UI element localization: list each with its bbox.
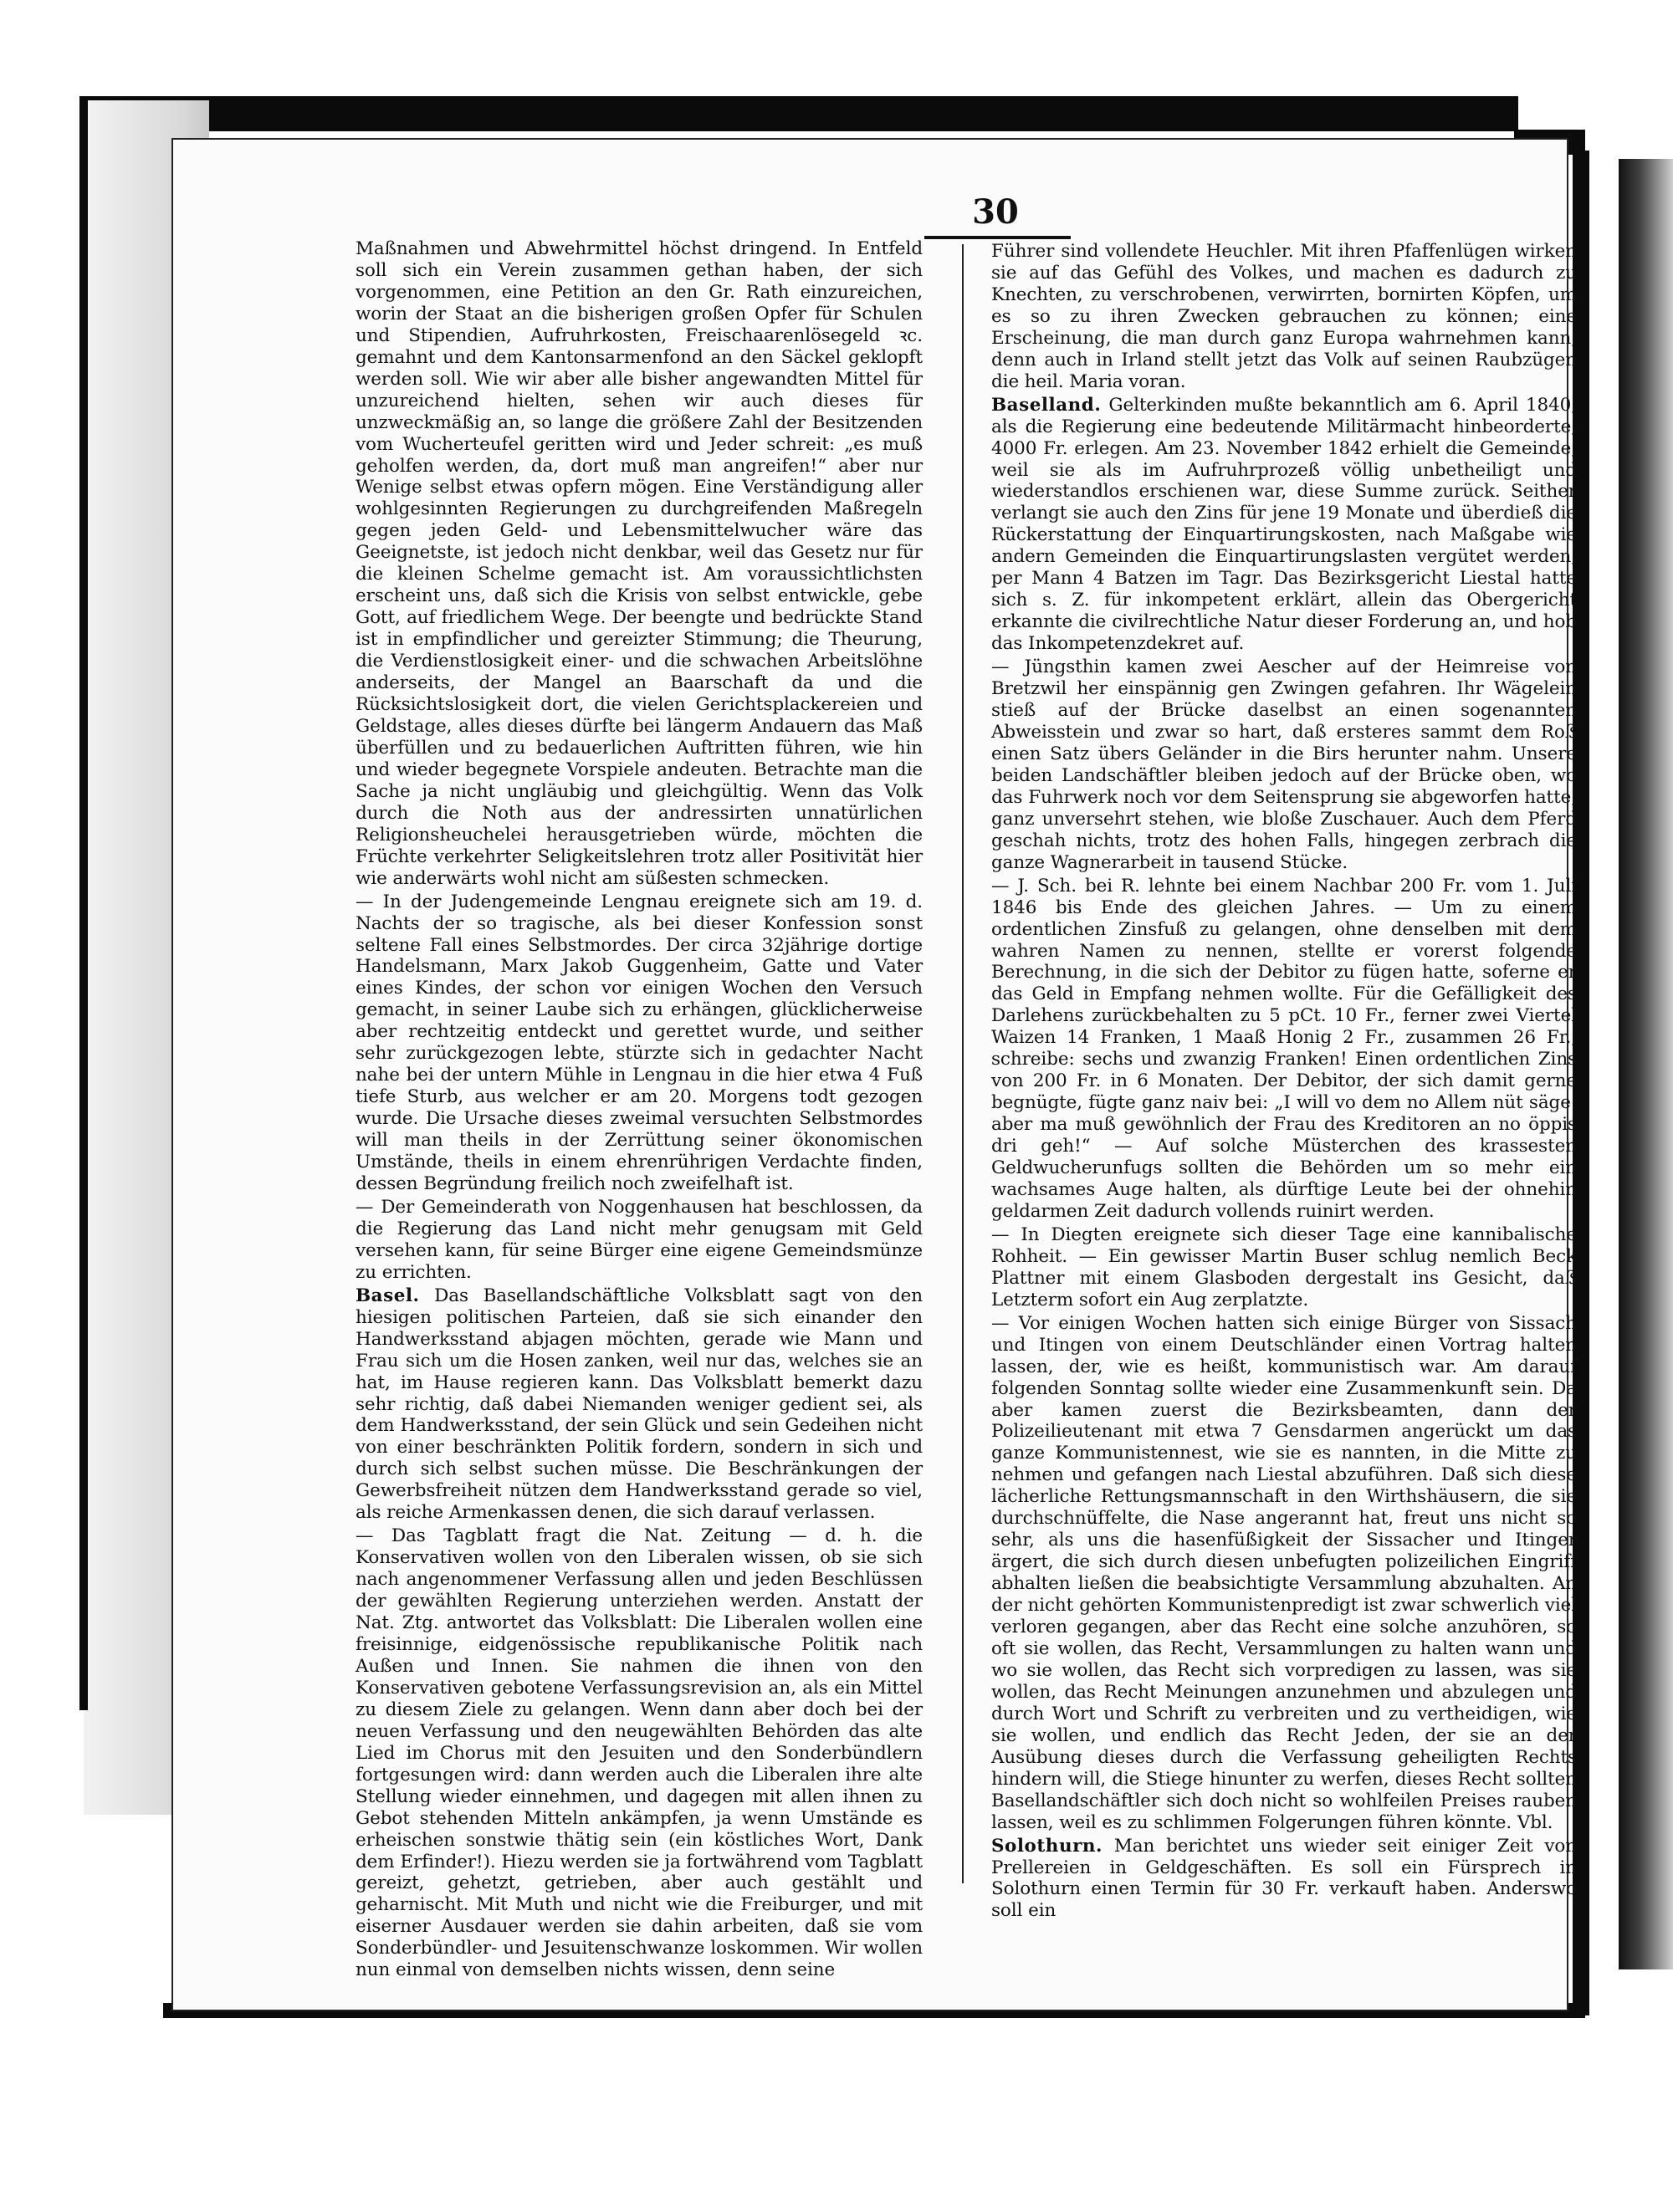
paragraph-text: — Der Gemeinderath von Noggenhausen hat beschlossen, da die Regierung das Land nicht mehr genugsam mit Geld versehen kann, für seine Bürger eine eigene Gemeindsmünze zu errichten.: [356, 1196, 923, 1283]
scan-edge-top: [79, 96, 1518, 131]
paragraph-text: — In Diegten ereignete sich dieser Tage eine kannibalische Rohheit. — Ein gewisser Martin Buser schlug nemlich Beck Plattner mit einem Glasboden dergestalt ins Gesicht, daß Letzterm sofort ein Aug zerplatzte.: [991, 1223, 1577, 1310]
right-column: [991, 241, 1577, 1922]
scan-edge-left: [79, 96, 88, 1710]
paragraph-text: Man berichtet uns wieder seit einiger Zeit von Prellereien in Geldgeschäften. Es soll ein Fürsprech in Solothurn einen Termin für 30 Fr. verkauft haben. Anderswo soll ein: [991, 1835, 1577, 1922]
article-paragraph: [991, 241, 1577, 393]
paragraph-text: Maßnahmen und Abwehrmittel höchst dringend. In Entfeld soll sich ein Verein zusammen gethan haben, der sich vorgenommen, eine Petition an den Gr. Rath einzureichen, worin der Staat an die bisherigen großen Opfer für Schulen und Stipendien, Aufruhrkosten, Freischaarenlösegeld ꝛc. gemahnt und dem Kantonsarmenfond an den Säckel geklopft werden soll. Wie wir aber alle bisher angewandten Mittel für unzureichend hielten, sehen wir auch dieses für unzweckmäßig an, so lange die größere Zahl der Besitzenden vom Wucherteufel geritten wird und Jeder schreit: „es muß geholfen werden, da, dort muß man angreifen!“ aber nur Wenige selbst etwas opfern mögen. Eine Verständigung aller wohlgesinnten Regierungen zu durchgreifenden Maßregeln gegen jeden Geld- und Lebensmittelwucher wäre das Geeignetste, ist jedoch nicht denkbar, weil das Gesetz nur für die kleinen Schelme gemacht ist. Am voraussichtlichsten erscheint uns, daß sich die Krisis von selbst entwickle, gebe Gott, auf friedlichem Wege. Der beengte und bedrückte Stand ist in empfindlicher und gereizter Stimmung; die Theurung, die Verdienstlosigkeit einer- und die schwachen Arbeitslöhne anderseits, der Mangel an Baarschaft da und die Rücksichtslosigkeit dort, die vielen Gerichtsplackereien und Geldstage, alles dieses dürfte bei längerm Andauern das Maß überfüllen und zu bedauerlichen Auftritten führen, wie hin und wieder begegnete Vorspiele andeuten. Betrachte man die Sache ja nicht ungläubig und gleichgültig. Wenn das Volk durch die Noth aus der andressirten unnatürlichen Religionsheuchelei herausgetrieben würde, möchten die Früchte verkehrter Seligkeitslehren trotz aller Positivität hier wie anderwärts wohl nicht am süßesten schmecken.: [356, 238, 923, 889]
article-paragraph: [991, 1313, 1577, 1834]
article-paragraph: [356, 1285, 923, 1524]
section-heading: Basel.: [356, 1285, 420, 1306]
article-paragraph: [991, 395, 1577, 655]
article-paragraph: [356, 1525, 923, 1981]
paragraph-text: Das Basellandschäftliche Volksblatt sagt von den hiesigen politischen Parteien, daß sie sich einander den Handwerksstand abjagen möchten, gerade wie Mann und Frau sich um die Hosen zanken, weil nur das, welches sie an hat, im Hause regieren kann. Das Volksblatt bemerkt dazu sehr richtig, daß dabei Niemanden weniger gedient sei, als dem Handwerksstand, der sein Glück und sein Gedeihen nicht von einer beschränkten Politik fordern, sondern in sich und durch sich selbst suchen müsse. Die Beschränkungen der Gewerbsfreiheit nützen dem Handwerksstand gerade so viel, als reiche Armenkassen denen, die sich darauf verlassen.: [356, 1285, 923, 1524]
scan-spine-shadow: [1619, 159, 1673, 1969]
page-number-rule: [924, 236, 1071, 239]
paragraph-text: — In der Judengemeinde Lengnau ereignete sich am 19. d. Nachts der so tragische, als bei dieser Konfession sonst seltene Fall eines Selbstmordes. Der circa 32jährige dortige Handelsmann, Marx Jakob Guggenheim, Gatte und Vater eines Kindes, der schon vor einigen Wochen den Versuch gemacht, in seiner Laube sich zu erhängen, glücklicherweise aber rechtzeitig entdeckt und gerettet wurde, und seither sehr zurückgezogen lebte, stürzte sich in gedachter Nacht nahe bei der untern Mühle in Lengnau in die hier etwa 4 Fuß tiefe Sturb, aus welcher er am 20. Morgens todt gezogen wurde. Die Ursache dieses zweimal versuchten Selbstmordes will man theils in der Zerrüttung seiner ökonomischen Umstände, theils in einem ehrenrührigen Verdachte finden, dessen Begründung freilich noch zweifelhaft ist.: [356, 891, 923, 1194]
paragraph-text: — J. Sch. bei R. lehnte bei einem Nachbar 200 Fr. vom 1. Juli 1846 bis Ende des gleichen Jahres. — Um zu einem ordentlichen Zinsfuß zu gelangen, ohne denselben mit dem wahren Namen zu nennen, stellte er vorerst folgende Berechnung, in die sich der Debitor zu fügen hatte, soferne er das Geld in Empfang nehmen wollte. Für die Gefälligkeit des Darlehens zurückbehalten zu 5 pCt. 10 Fr., ferner zwei Viertel Waizen 14 Franken, 1 Maaß Honig 2 Fr., zusammen 26 Fr., schreibe: sechs und zwanzig Franken! Einen ordentlichen Zins von 200 Fr. in 6 Monaten. Der Debitor, der sich damit gerne begnügte, fügte ganz naiv bei: „I will vo dem no Allem nüt säge: aber ma muß gewöhnlich der Frau des Kreditoren an no öppis dri geh!“ — Auf solche Müsterchen des krassesten Geldwucherunfugs sollten die Behörden um so mehr ein wachsames Auge halten, als dürftige Leute bei der ohnehin geldarmen Zeit dadurch vollends ruinirt werden.: [991, 875, 1577, 1222]
section-heading: Baselland.: [991, 394, 1102, 416]
page-number: 30: [972, 192, 1019, 232]
paragraph-text: Gelterkinden mußte bekanntlich am 6. April 1840, als die Regierung eine bedeutende Militärmacht hinbeorderte, 4000 Fr. erlegen. Am 23. November 1842 erhielt die Gemeinde, weil sie als im Aufruhrprozeß völlig unbetheiligt und wiederstandlos erschienen war, diese Summe zurück. Seither verlangt sie auch den Zins für jene 19 Monate und überdieß die Rückerstattung der Einquartirungskosten, nach Maßgabe wie andern Gemeinden die Einquartirungslasten vergütet werden, per Mann 4 Batzen im Tagr. Das Bezirksgericht Liestal hatte sich s. Z. für inkompetent erklärt, allein das Obergericht erkannte die civilrechtliche Natur dieser Forderung an, und hob das Inkompetenzdekret auf.: [991, 394, 1578, 655]
article-paragraph: [991, 656, 1577, 874]
article-paragraph: [991, 876, 1577, 1223]
paragraph-text: — Jüngsthin kamen zwei Aescher auf der Heimreise von Bretzwil her einspännig gen Zwingen gefahren. Ihr Wägelein stieß auf der Brücke daselbst an einen sogenannten Abweisstein und zwar so hart, daß ersteres sammt dem Roß einen Satz übers Geländer in die Birs herunter nahm. Unsere beiden Landschäftler bleiben jedoch auf der Brücke oben, wo das Fuhrwerk noch vor dem Seitensprung sie abgeworfen hatte, ganz unversehrt stehen, wie bloße Zuschauer. Auch dem Pferd geschah nichts, trotz des hohen Falls, hingegen zerbrach die ganze Wagnerarbeit in tausend Stücke.: [991, 656, 1577, 873]
column-divider: [962, 244, 964, 1883]
article-paragraph: [356, 891, 923, 1195]
article-paragraph: [991, 1224, 1577, 1311]
article-paragraph: [991, 1836, 1577, 1923]
paragraph-text: — Das Tagblatt fragt die Nat. Zeitung — d. h. die Konservativen wollen von den Liberalen wissen, ob sie sich nach angenommener Verfassung allen und jeden Beschlüssen der gewählten Regierung unterziehen werden. Anstatt der Nat. Ztg. antwortet das Volksblatt: Die Liberalen wollen eine freisinnige, eidgenössische republikanische Politik nach Außen und Innen. Sie nahmen die ihnen von den Konservativen gebotene Verfassungsrevision an, als ein Mittel zu diesem Ziele zu gelangen. Wenn dann aber doch bei der neuen Verfassung und den neugewählten Behörden das alte Lied im Chorus mit den Jesuiten und den Sonderbündlern fortgesungen wird: dann werden auch die Liberalen ihre alte Stellung wieder einnehmen, und dagegen mit allen ihnen zu Gebot stehenden Mitteln ankämpfen, ja wenn Umstände es erheischen sonstwie thätig sein (ein köstliches Wort, Dank dem Erfinder!). Hiezu werden sie ja fortwährend vom Tagblatt gereizt, gehetzt, getrieben, aber auch gestählt und geharnischt. Mit Muth und nicht wie die Freiburger, und mit eiserner Ausdauer werden sie dahin arbeiten, daß sie vom Sonderbündler- und Jesuitenschwanze loskommen. Wir wollen nun einmal von demselben nichts wissen, denn seine: [356, 1525, 923, 1981]
section-heading: Solothurn.: [991, 1835, 1103, 1857]
paragraph-text: Führer sind vollendete Heuchler. Mit ihren Pfaffenlügen wirken sie auf das Gefühl des Volkes, und machen es dadurch zu Knechten, zu verschrobenen, verwirrten, bornirten Köpfen, um es so zu ihren Zwecken gebrauchen zu können; eine Erscheinung, die man durch ganz Europa wahrnehmen kann, denn auch in Irland stellt jetzt das Volk auf seinen Raubzügen die heil. Maria voran.: [991, 241, 1577, 392]
left-column: [356, 238, 923, 1981]
paragraph-text: — Vor einigen Wochen hatten sich einige Bürger von Sissach und Itingen von einem Deutschländer einen Vortrag halten lassen, der, wie es heißt, kommunistisch war. Am darauf folgenden Sonntag sollte wieder eine Zusammenkunft sein. Da aber kamen zuerst die Bezirksbeamten, dann der Polizeilieutenant mit etwa 7 Gensdarmen angerückt um das ganze Kommunistennest, wie sie es nannten, in die Mitte zu nehmen und gefangen nach Liestal abzuführen. Daß sich diese lächerliche Rettungsmannschaft in den Wirthshäusern, die sie durchschnüffelte, die Nase angerannt hat, freut uns nicht so sehr, als uns die hasenfüßigkeit der Sissacher und Itinger ärgert, die sich durch diesen unbefugten polizeilichen Eingriff abhalten ließen die beabsichtigte Versammlung abzuhalten. An der nicht gehörten Kommunistenpredigt ist zwar schwerlich viel verloren gegangen, aber das Recht eine solche anzuhören, so oft sie wollen, das Recht, Versammlungen zu halten wann und wo sie wollen, das Recht sich vorpredigen zu lassen, was sie wollen, das Recht Meinungen anzunehmen und abzulegen und durch Wort und Schrift zu verbreiten und zu vertheidigen, wie sie wollen, und endlich das Recht Jeden, der sie an der Ausübung dieses durch die Verfassung geheiligten Rechts hindern will, die Stiege hinunter zu werfen, dieses Recht sollten Basellandschäftler sich doch nicht so wohlfeilen Preises rauben lassen, weil es zu schlimmen Folgerungen führen könnte. Vbl.: [991, 1312, 1577, 1833]
article-paragraph: [356, 1197, 923, 1284]
article-paragraph: [356, 238, 923, 890]
